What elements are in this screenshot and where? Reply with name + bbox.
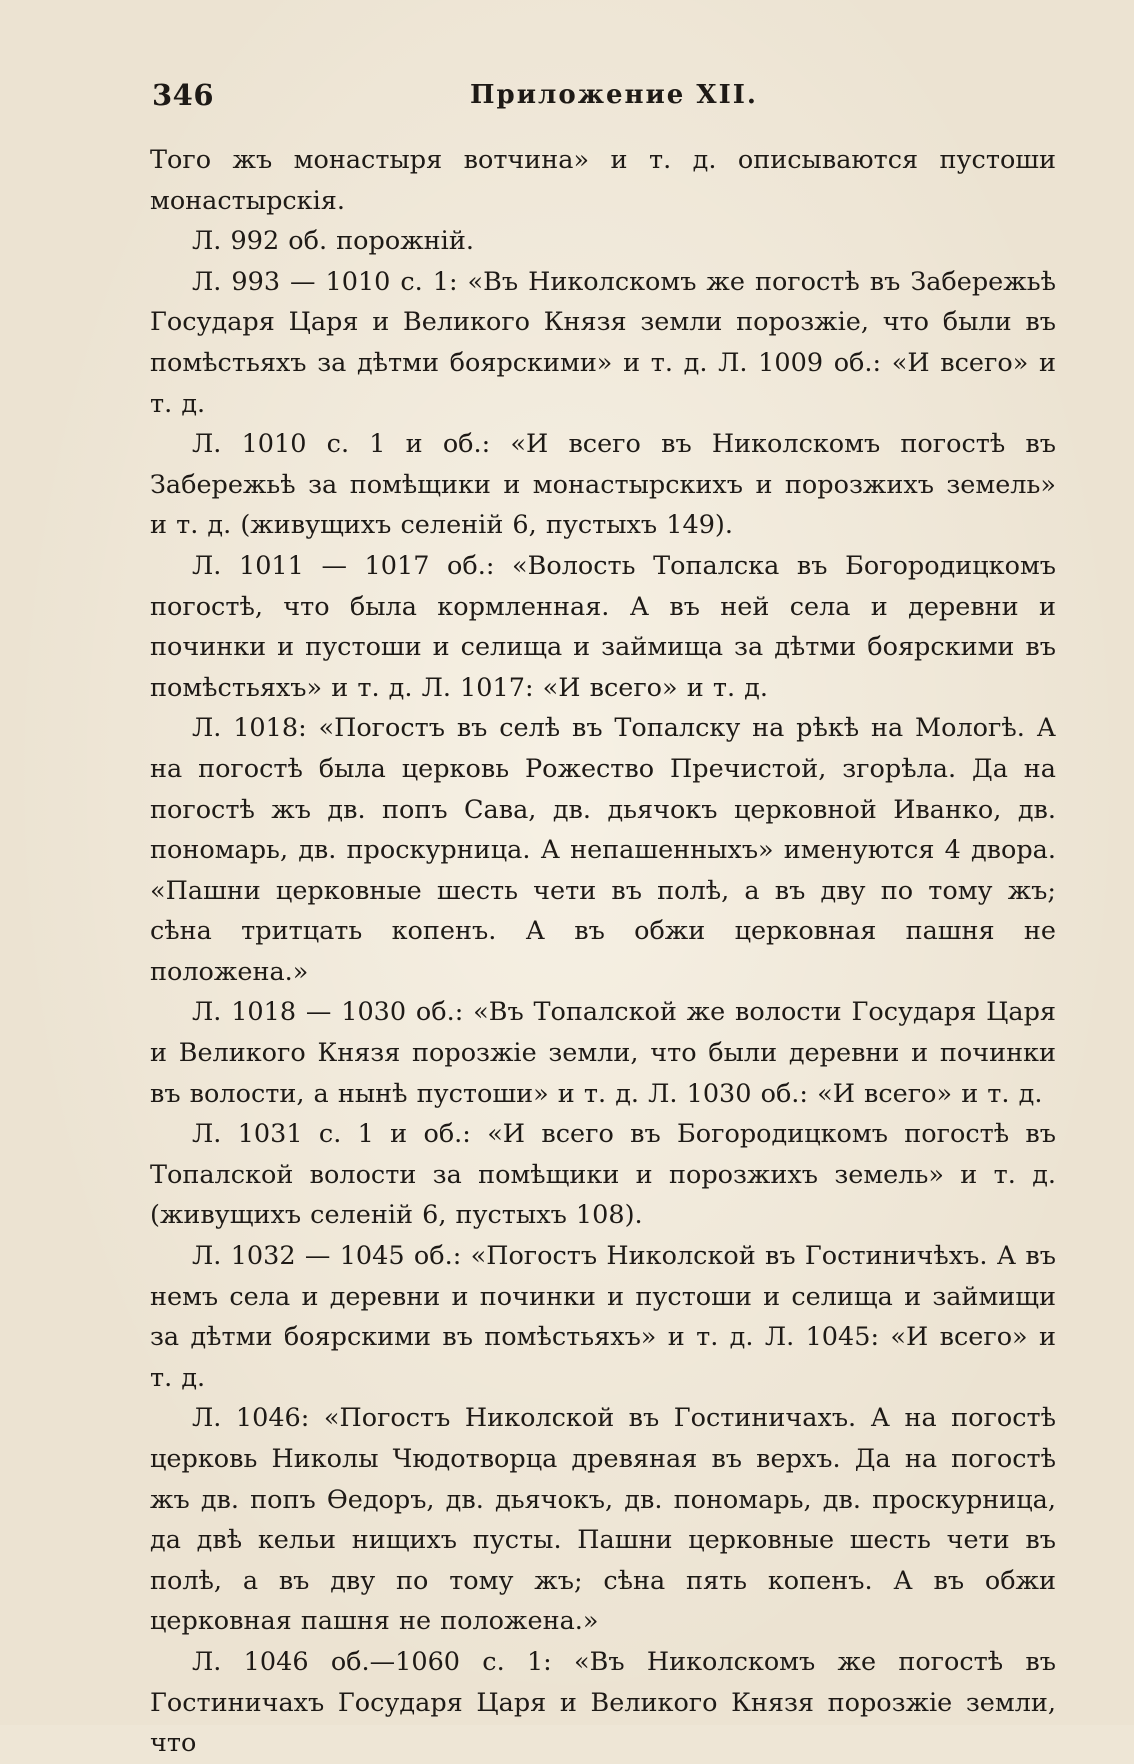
paragraph: Того жъ монастыря вотчина» и т. д. описываются пустоши монастырскія. xyxy=(150,145,1056,216)
paragraph: Л. 1018 — 1030 об.: «Въ Топалской же волости Государя Царя и Великого Князя порозжіе земли, что были деревни и починки въ волости, а нынѣ пустоши» и т. д. Л. 1030 об.: «И всего» и т. д. xyxy=(150,997,1056,1109)
page-header xyxy=(152,78,1058,118)
page-body xyxy=(150,140,1056,1764)
running-head: Приложение XII. xyxy=(470,80,758,110)
paragraph: Л. 992 об. порожній. xyxy=(192,226,474,257)
paragraph: Л. 1031 с. 1 и об.: «И всего въ Богородицкомъ погостѣ въ Топалской волости за помѣщики и порозжихъ земель» и т. д. (живущихъ селеній 6, пустыхъ 108). xyxy=(150,1119,1056,1231)
paragraph: Л. 1046: «Погостъ Николской въ Гостиничахъ. А на погостѣ церковь Николы Чюдотворца древяная въ верхъ. Да на погостѣ жъ дв. попъ Ѳедоръ, дв. дьячокъ, дв. пономарь, дв. проскурница, да двѣ кельи нищихъ пусты. Пашни церковные шесть чети въ полѣ, а въ дву по тому жъ; сѣна пять копенъ. А въ обжи церковная пашня не положена.» xyxy=(150,1403,1056,1637)
paragraph: Л. 993 — 1010 с. 1: «Въ Николскомъ же погостѣ въ Забережьѣ Государя Царя и Великого Князя земли порозжіе, что были въ помѣстьяхъ за дѣтми боярскими» и т. д. Л. 1009 об.: «И всего» и т. д. xyxy=(150,266,1056,419)
paragraph: Л. 1018: «Погостъ въ селѣ въ Топалску на рѣкѣ на Мологѣ. А на погостѣ была церковь Рожество Пречистой, згорѣла. Да на погостѣ жъ дв. попъ Сава, дв. дьячокъ церковной Иванко, дв. пономарь, дв. проскурница. А непашенныхъ» именуются 4 двора. «Пашни церковные шесть чети въ полѣ, а въ дву по тому жъ; сѣна тритцать копенъ. А въ обжи церковная пашня не положена.» xyxy=(150,713,1056,987)
paragraph: Л. 1010 с. 1 и об.: «И всего въ Николскомъ погостѣ въ Забережьѣ за помѣщики и монастырскихъ и порозжихъ земель» и т. д. (живущихъ селеній 6, пустыхъ 149). xyxy=(150,429,1056,541)
paragraph: Л. 1011 — 1017 об.: «Волость Топалска въ Богородицкомъ погостѣ, что была кормленная. А въ ней села и деревни и починки и пустоши и селища и займища за дѣтми боярскими въ помѣстьяхъ» и т. д. Л. 1017: «И всего» и т. д. xyxy=(150,550,1056,703)
page-number: 346 xyxy=(152,78,215,112)
paragraph: Л. 1046 об.—1060 с. 1: «Въ Николскомъ же погостѣ въ Гостиничахъ Государя Царя и Великого Князя порозжіе земли, что xyxy=(150,1646,1056,1759)
paragraph: Л. 1032 — 1045 об.: «Погостъ Николской въ Гостиничѣхъ. А въ немъ села и деревни и починки и пустоши и селища и займищи за дѣтми боярскими въ помѣстьяхъ» и т. д. Л. 1045: «И всего» и т. д. xyxy=(150,1241,1056,1393)
